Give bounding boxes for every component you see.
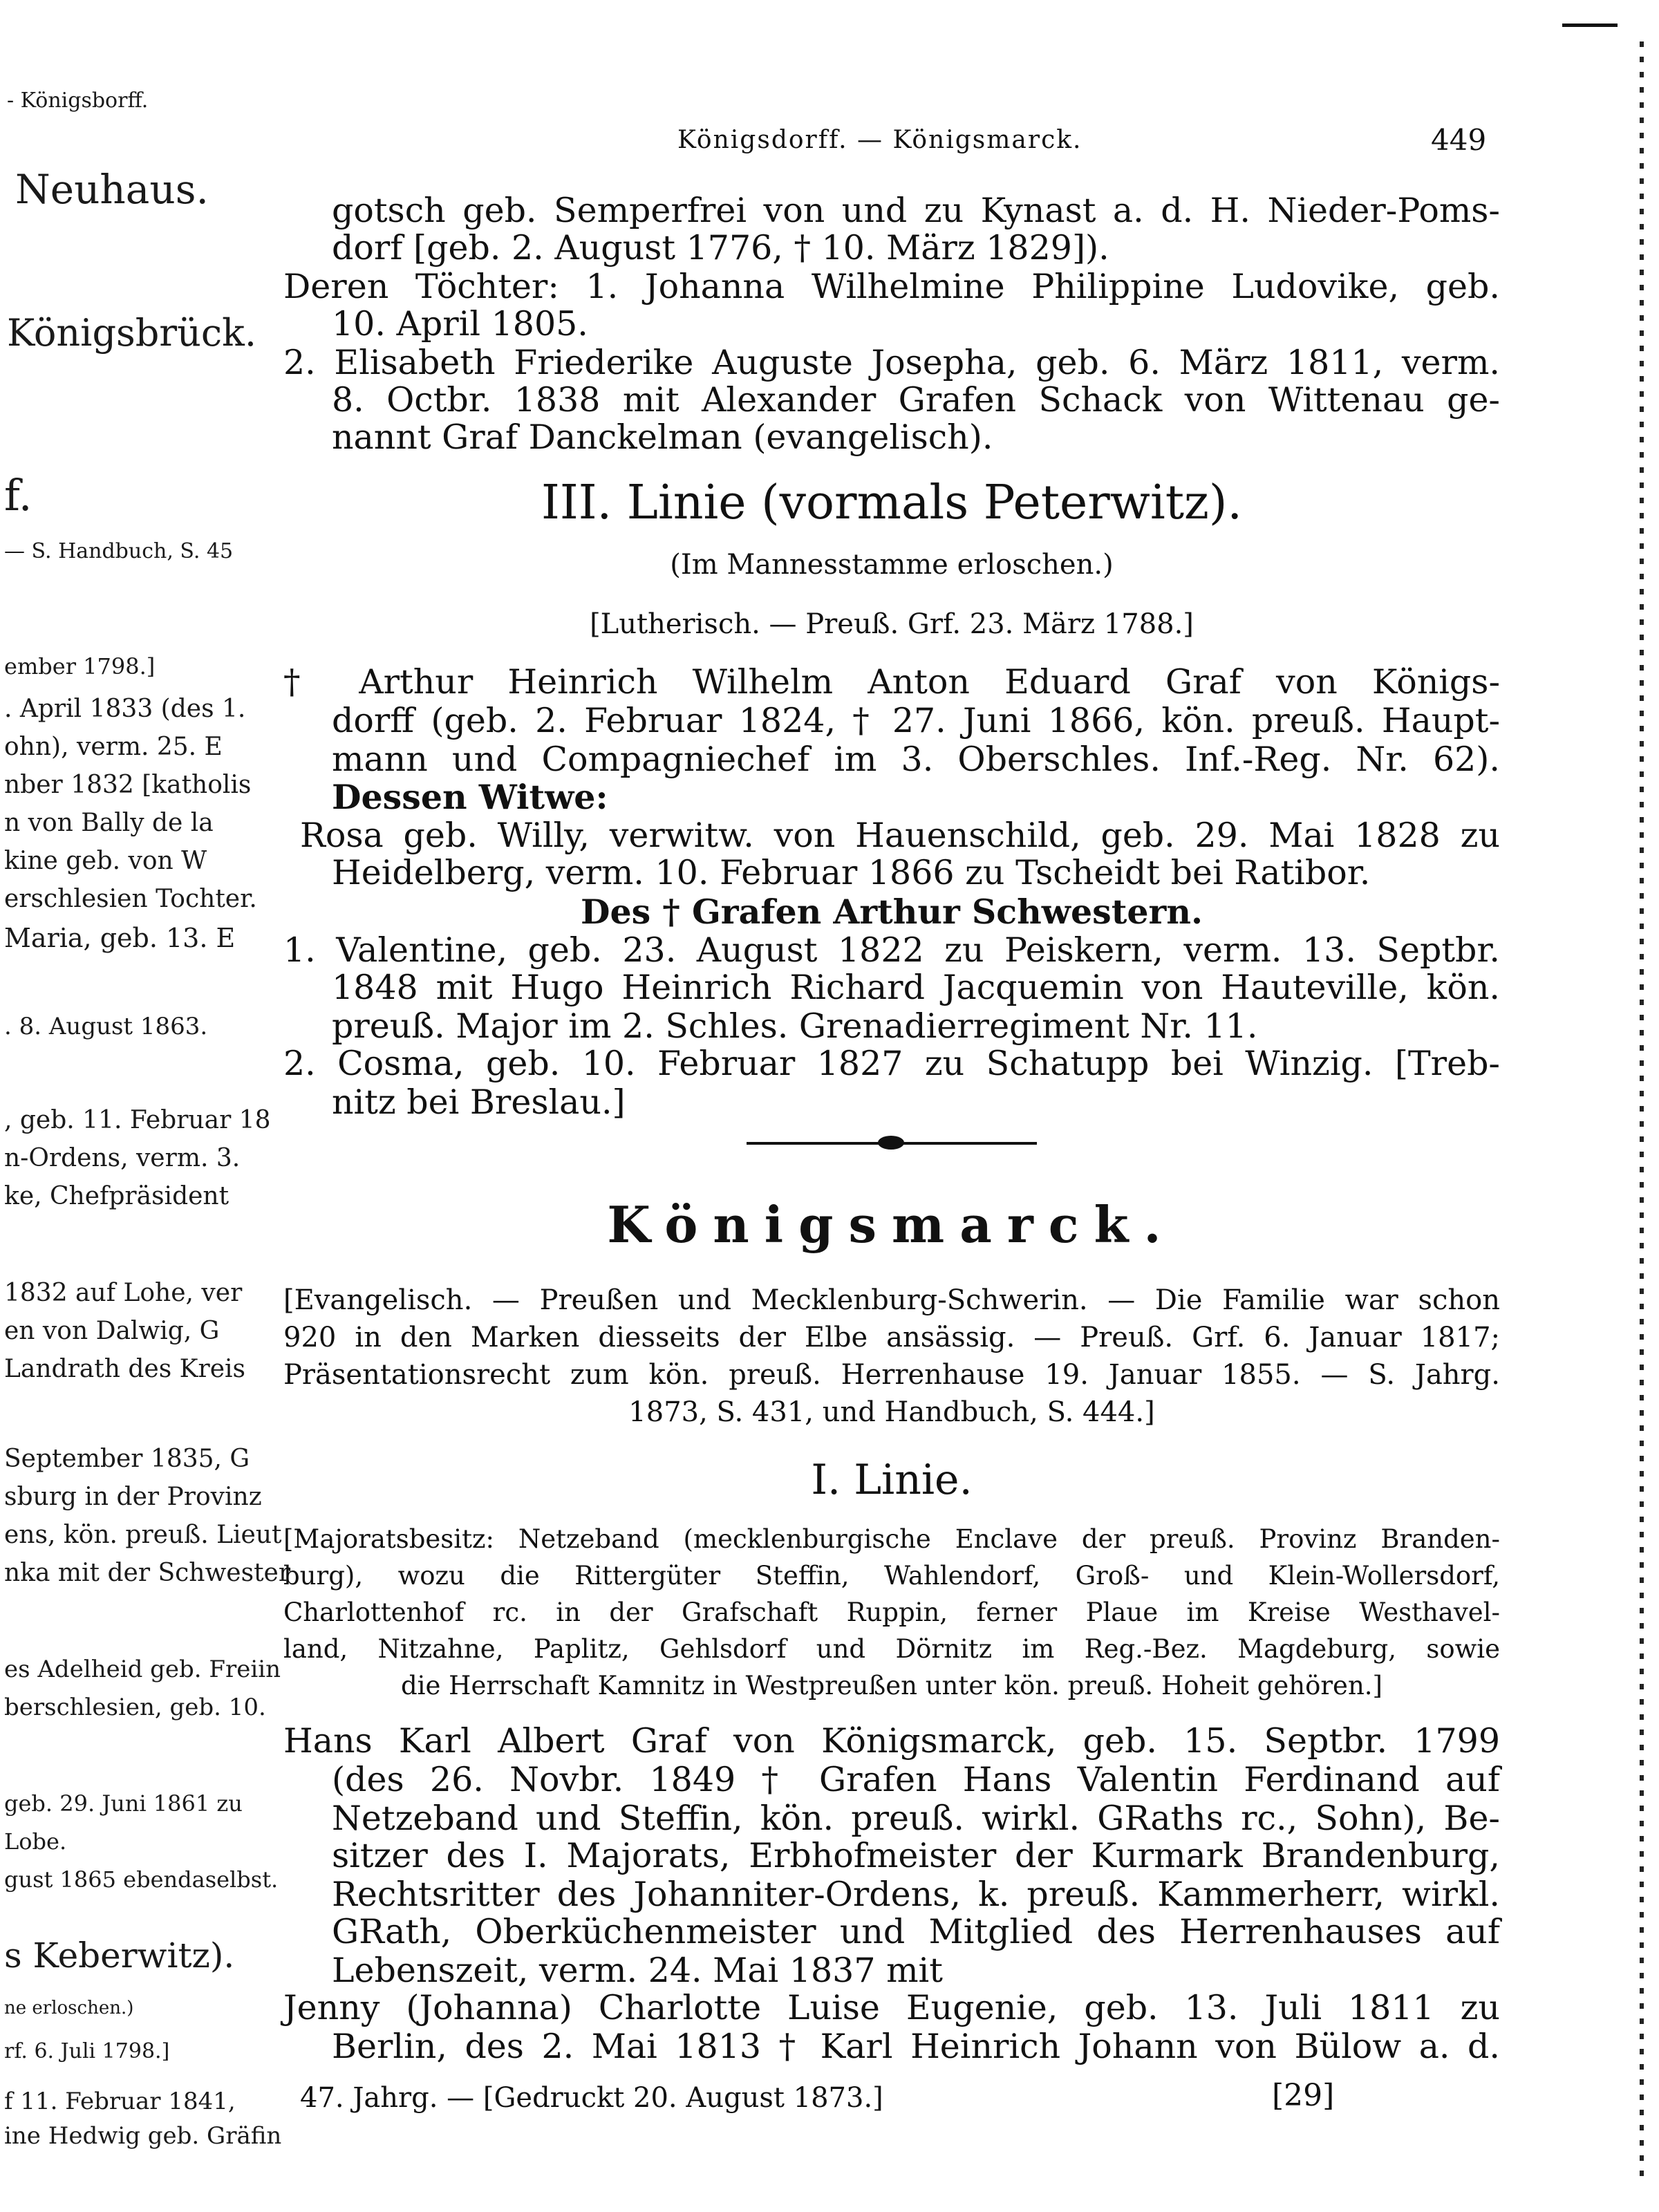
family-title: Königsmarck. (607, 1195, 1177, 1254)
spine-line: Neuhaus. (15, 166, 209, 213)
text-line: dorf [geb. 2. August 1776, † 10. März 1829]). (332, 228, 1109, 268)
spine-line: ohn), verm. 25. E (4, 733, 223, 761)
spine-line: nber 1832 [katholis (4, 771, 252, 799)
text-line: Präsentationsrecht zum kön. preuß. Herrenhause 19. Januar 1855. — S. Jahrg. (283, 1359, 1500, 1391)
adjacent-page-fragment (0, 69, 291, 2157)
text-line: Rosa geb. Willy, verwitw. von Hauenschild, geb. 29. Mai 1828 zu (300, 816, 1500, 855)
spine-line: sburg in der Provinz (4, 1483, 262, 1511)
spine-line: — S. Handbuch, S. 45 (4, 539, 234, 563)
signature-mark: [29] (1272, 2078, 1335, 2113)
text-line: 10. April 1805. (332, 304, 588, 344)
spine-line: gust 1865 ebendaselbst. (4, 1866, 279, 1893)
spine-line: ine Hedwig geb. Gräfin (4, 2122, 282, 2150)
text-line: 920 in den Marken diesseits der Elbe ansässig. — Preuß. Grf. 6. Januar 1817; (283, 1322, 1500, 1353)
text-line: Netzeband und Steffin, kön. preuß. wirkl. GRaths rc., Sohn), Be- (332, 1799, 1500, 1838)
running-title: Königsdorff. — Königsmarck. (677, 126, 1082, 154)
text-line: 8. Octbr. 1838 mit Alexander Grafen Schack von Wittenau ge- (332, 380, 1500, 420)
spine-line: , geb. 11. Februar 18 (4, 1106, 271, 1134)
text-line: land, Nitzahne, Paplitz, Gehlsdorf und Dörnitz im Reg.-Bez. Magdeburg, sowie (283, 1634, 1500, 1664)
text-line: GRath, Oberküchenmeister und Mitglied des Herrenhauses auf (332, 1912, 1500, 1951)
section-subheading: [Lutherisch. — Preuß. Grf. 23. März 1788.] (590, 608, 1194, 640)
spine-line: kine geb. von W (4, 847, 207, 875)
spine-line: rf. 6. Juli 1798.] (4, 2039, 170, 2063)
text-line: gotsch geb. Semperfrei von und zu Kynast a. d. H. Nieder-Poms- (332, 191, 1500, 230)
text-line: Heidelberg, verm. 10. Februar 1866 zu Tscheidt bei Ratibor. (332, 853, 1371, 892)
text-line: 1873, S. 431, und Handbuch, S. 444.] (628, 1396, 1155, 1428)
spine-line: f 11. Februar 1841, (4, 2088, 236, 2115)
page-edge (1640, 41, 1644, 2184)
text-line: 1. Valentine, geb. 23. August 1822 zu Peiskern, verm. 13. Septbr. (283, 930, 1500, 970)
text-line: Deren Töchter: 1. Johanna Wilhelmine Philippine Ludovike, geb. (283, 267, 1500, 306)
page-number: 449 (1431, 123, 1487, 157)
spine-line: en von Dalwig, G (4, 1317, 220, 1345)
section-subheading: (Im Mannesstamme erloschen.) (670, 549, 1114, 581)
text-line: Lebenszeit, verm. 24. Mai 1837 mit (332, 1951, 943, 1990)
spine-line: ens, kön. preuß. Lieut (4, 1521, 282, 1549)
text-line: 2. Cosma, geb. 10. Februar 1827 zu Schatupp bei Winzig. [Treb- (283, 1044, 1500, 1083)
spine-line: - Königsborff. (7, 88, 149, 113)
spine-line: Lobe. (4, 1828, 67, 1855)
text-line: (des 26. Novbr. 1849 † Grafen Hans Valentin Ferdinand auf (332, 1760, 1500, 1799)
spine-line: 1832 auf Lohe, ver (4, 1279, 243, 1307)
text-line: burg), wozu die Rittergüter Steffin, Wahlendorf, Groß- und Klein-Wollersdorf, (283, 1561, 1500, 1591)
text-line: dorff (geb. 2. Februar 1824, † 27. Juni 1866, kön. preuß. Haupt- (332, 701, 1500, 740)
spine-line: s Keberwitz). (4, 1936, 235, 1976)
spine-line: nka mit der Schwester (4, 1559, 291, 1587)
text-line: Hans Karl Albert Graf von Königsmarck, geb. 15. Septbr. 1799 (283, 1721, 1500, 1761)
spine-line: . 8. August 1863. (4, 1013, 208, 1040)
text-line: Jenny (Johanna) Charlotte Luise Eugenie, geb. 13. Juli 1811 zu (283, 1988, 1500, 2027)
text-line: 1848 mit Hugo Heinrich Richard Jacquemin von Hauteville, kön. (332, 968, 1500, 1007)
spine-line: berschlesien, geb. 10. (4, 1694, 266, 1721)
spine-line: September 1835, G (4, 1445, 250, 1473)
spine-line: ember 1798.] (4, 653, 156, 679)
text-line: nannt Graf Danckelman (evangelisch). (332, 418, 993, 457)
text-line: Rechtsritter des Johanniter-Ordens, k. preuß. Kammerherr, wirkl. (332, 1875, 1500, 1914)
text-line: sitzer des I. Majorats, Erbhofmeister der Kurmark Brandenburg, (332, 1836, 1500, 1875)
text-line: [Evangelisch. — Preußen und Mecklenburg-Schwerin. — Die Familie war schon (283, 1284, 1500, 1316)
spine-line: Maria, geb. 13. E (4, 923, 236, 953)
spine-line: n-Ordens, verm. 3. (4, 1144, 241, 1172)
text-line: nitz bei Breslau.] (332, 1082, 626, 1122)
section-heading: I. Linie. (811, 1456, 973, 1504)
spine-line: es Adelheid geb. Freiin (4, 1656, 281, 1683)
spine-line: erschlesien Tochter. (4, 885, 257, 913)
document-page-lower (283, 118, 1500, 2122)
text-line: preuß. Major im 2. Schles. Grenadierregiment Nr. 11. (332, 1006, 1258, 1046)
scan-mark (1562, 24, 1618, 27)
footer-print-note: 47. Jahrg. — [Gedruckt 20. August 1873.] (300, 2082, 883, 2114)
text-line: [Majoratsbesitz: Netzeband (mecklenburgische Enclave der preuß. Provinz Branden- (283, 1524, 1500, 1554)
text-line: die Herrschaft Kamnitz in Westpreußen unter kön. preuß. Hoheit gehören.] (401, 1671, 1382, 1700)
spine-line: Landrath des Kreis (4, 1355, 246, 1383)
spine-line: ne erloschen.) (4, 1998, 134, 2018)
text-line: 2. Elisabeth Friederike Auguste Josepha, geb. 6. März 1811, verm. (283, 343, 1500, 382)
spine-line: geb. 29. Juni 1861 zu (4, 1790, 243, 1817)
spine-line: n von Bally de la (4, 809, 214, 837)
section-heading: III. Linie (vormals Peterwitz). (541, 476, 1243, 530)
text-line: mann und Compagniechef im 3. Oberschles. Inf.-Reg. Nr. 62). (332, 740, 1500, 779)
spine-line: f. (4, 470, 32, 521)
label: Des † Grafen Arthur Schwestern. (580, 892, 1203, 932)
text-line: Charlottenhof rc. in der Grafschaft Ruppin, ferner Plaue im Kreise Westhavel- (283, 1597, 1500, 1627)
spine-line: . April 1833 (des 1. (4, 695, 246, 723)
spine-line: Königsbrück. (7, 311, 257, 355)
text-line: † Arthur Heinrich Wilhelm Anton Eduard Graf von Königs- (283, 662, 1500, 702)
text-line: Berlin, des 2. Mai 1813 † Karl Heinrich Johann von Bülow a. d. (332, 2027, 1500, 2066)
label: Dessen Witwe: (332, 777, 608, 817)
spine-line: ke, Chefpräsident (4, 1182, 229, 1210)
